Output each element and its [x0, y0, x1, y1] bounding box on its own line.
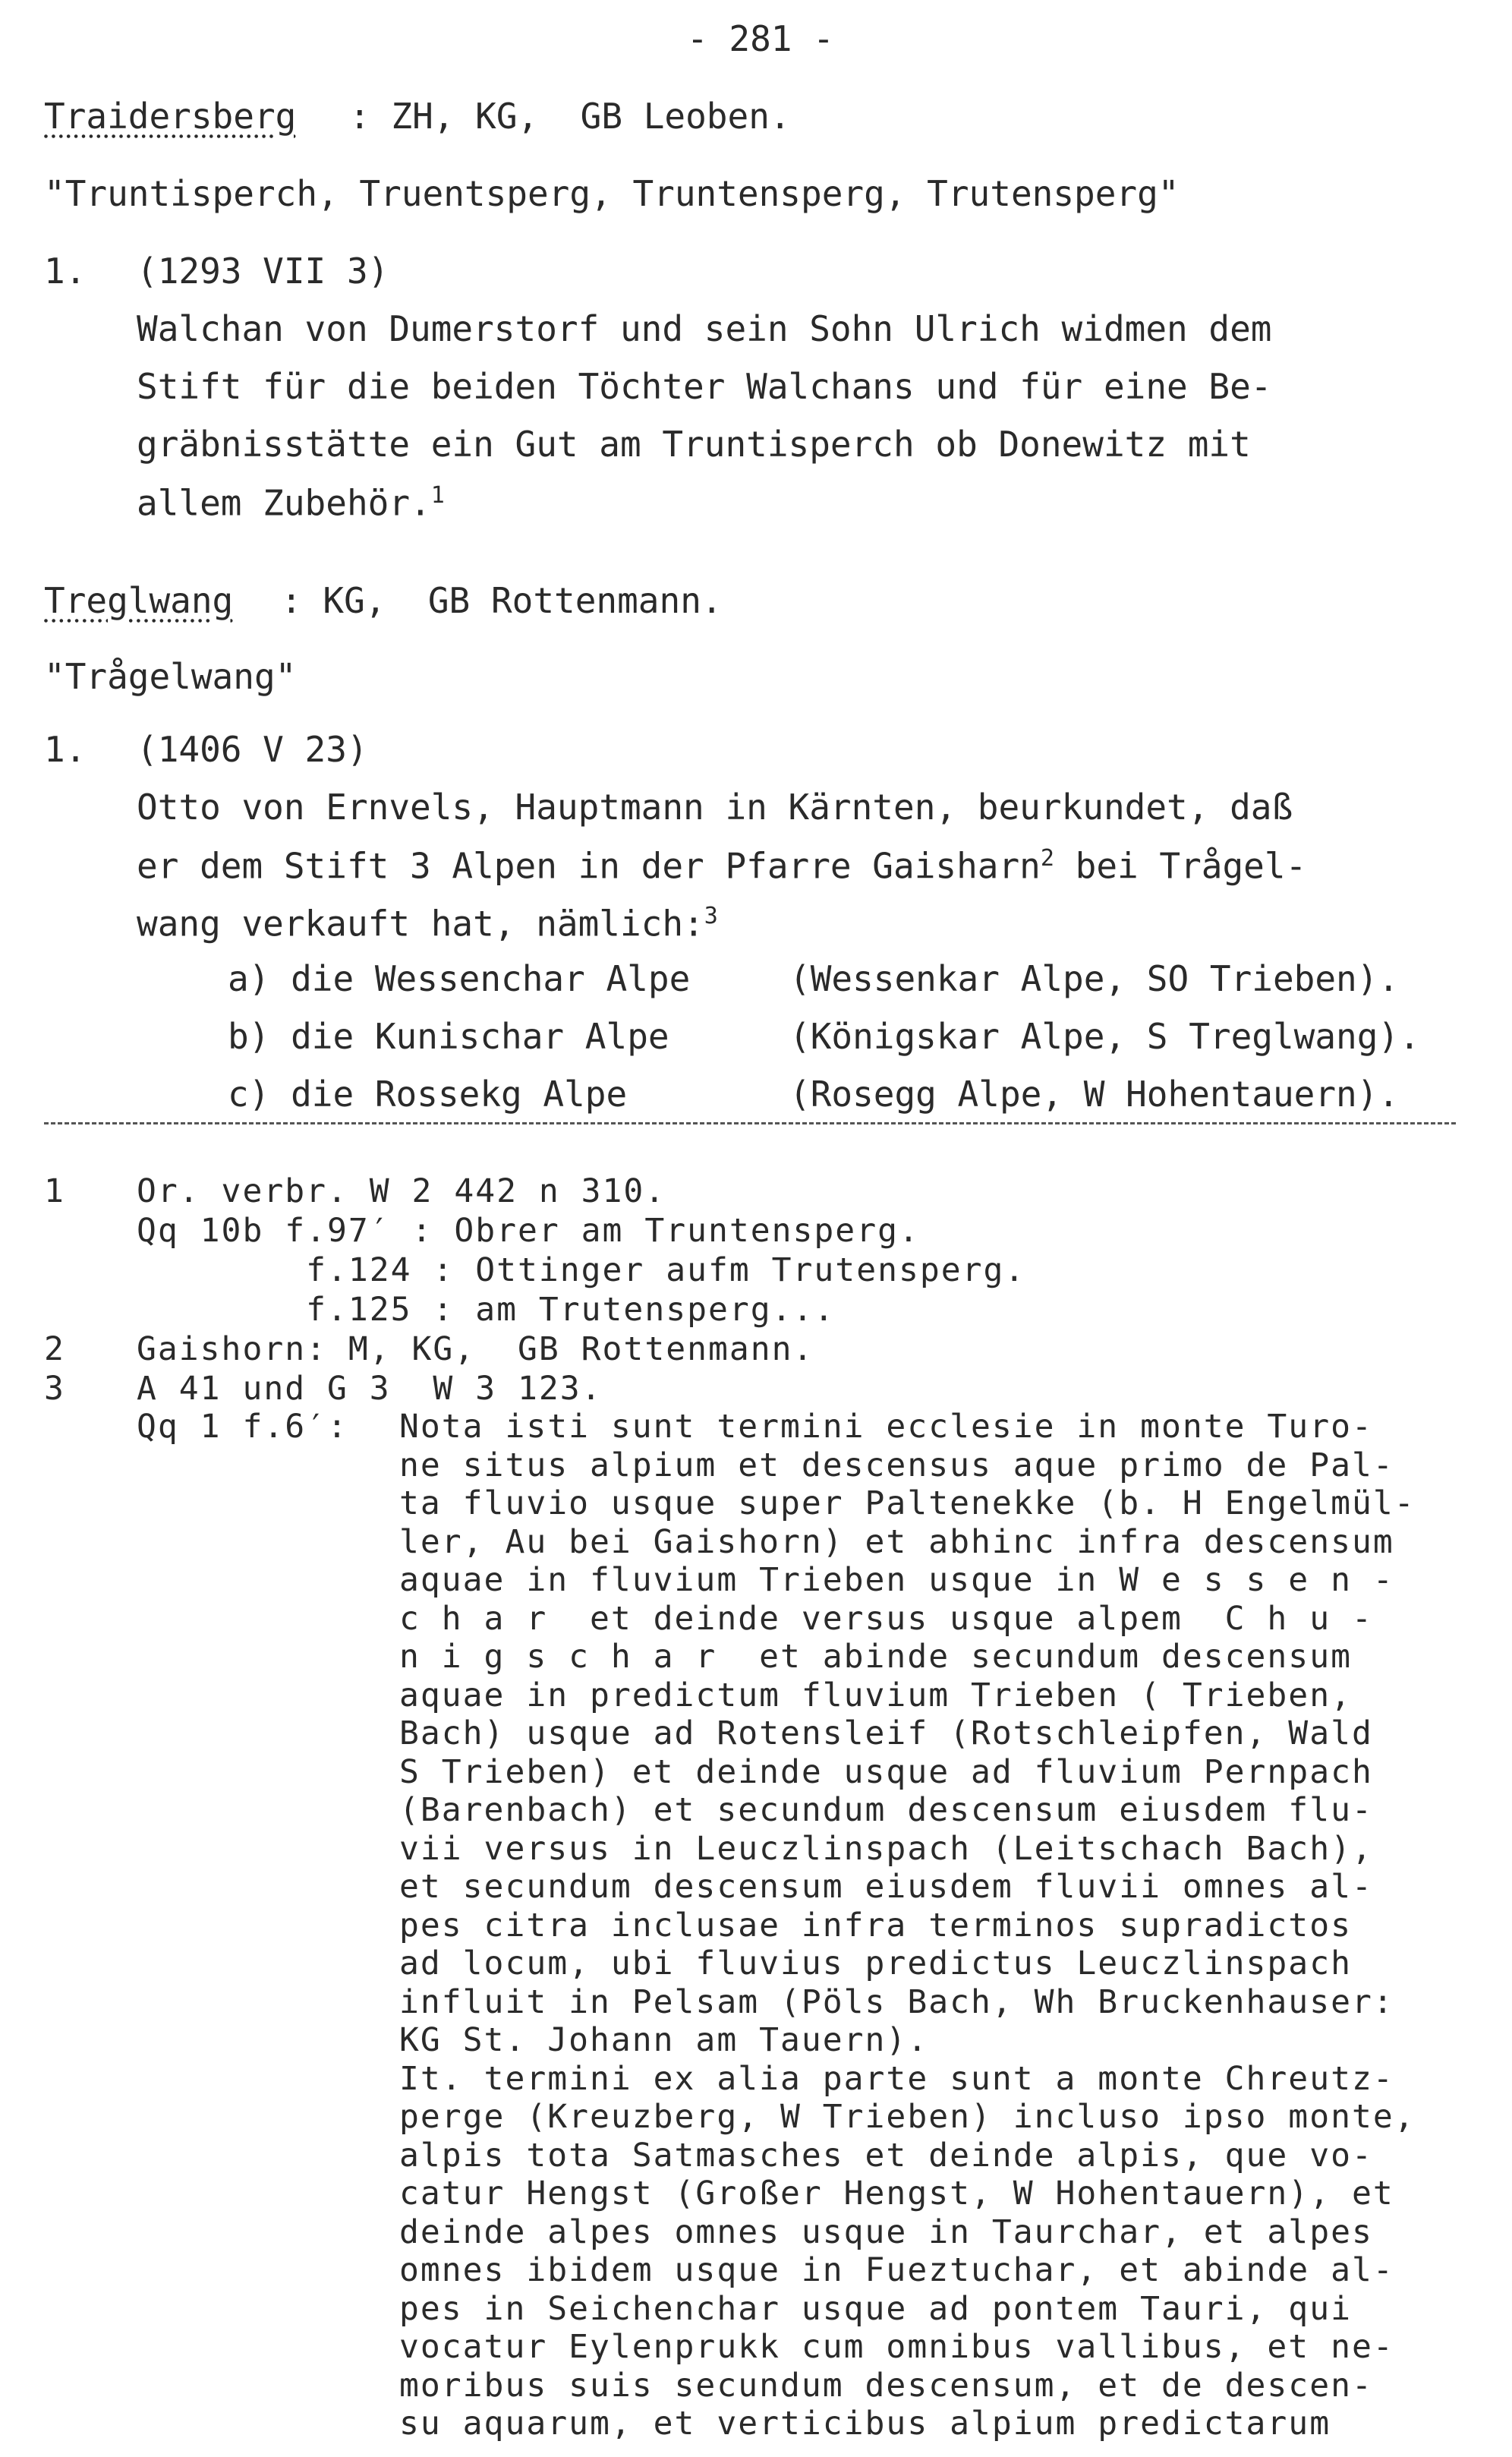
qq-quote-line: c h a r et deinde versus usque alpem C h u -: [399, 1599, 1373, 1638]
alp-note: (Rosegg Alpe, W Hohentauern).: [789, 1074, 1400, 1115]
footnote-ref: 1: [430, 482, 445, 509]
item-text-line: gräbnisstätte ein Gut am Truntisperch ob Donewitz mit: [137, 424, 1251, 465]
footnote-text: Or. verbr. W 2 442 n 310.: [137, 1172, 666, 1210]
qq-quote-line: alpis tota Satmasches et deinde alpis, que vo-: [399, 2136, 1373, 2175]
entry-name-forms: "Trågelwang": [44, 656, 297, 697]
item-text-line: Otto von Ernvels, Hauptmann in Kärnten, beurkundet, daß: [137, 787, 1293, 828]
footnote-text: Gaishorn: M, KG, GB Rottenmann.: [137, 1330, 814, 1368]
footnote-number: 2: [44, 1330, 65, 1368]
qq-quote-line: deinde alpes omnes usque in Taurchar, et alpes: [399, 2213, 1373, 2251]
entry-name-forms: "Truntisperch, Truentsperg, Truntensperg, Trutensperg": [44, 173, 1180, 214]
item-text-line-content: er dem Stift 3 Alpen in der Pfarre Gaisharn: [137, 845, 1041, 887]
entry-title-traidersberg: Traidersberg: [44, 96, 297, 137]
alp-note: (Königskar Alpe, S Treglwang).: [789, 1016, 1420, 1057]
footnote-text: f.124 : Ottinger aufm Trutensperg.: [137, 1251, 1026, 1289]
qq-quote-line: vii versus in Leuczlinspach (Leitschach Bach),: [399, 1829, 1373, 1868]
footnote-text: A 41 und G 3 W 3 123.: [137, 1370, 603, 1408]
item-text-line: [137, 845, 1307, 887]
qq-quote-line: It. termini ex alia parte sunt a monte Chreutz-: [399, 2059, 1394, 2098]
qq-quote-line: ler, Au bei Gaishorn) et abhinc infra descensum: [399, 1522, 1394, 1561]
alp-note: (Wessenkar Alpe, SO Trieben).: [789, 958, 1400, 999]
item-date: (1406 V 23): [137, 729, 368, 770]
item-text-line-content: allem Zubehör.: [137, 482, 431, 524]
entry-title-treglwang: Treglwang: [44, 580, 234, 621]
alp-label: c) die Rossekg Alpe: [228, 1074, 628, 1115]
footnote-number: 1: [44, 1172, 65, 1210]
item-date: (1293 VII 3): [137, 251, 389, 292]
qq-quote-line: vocatur Eylenprukk cum omnibus vallibus, et ne-: [399, 2328, 1394, 2366]
entry-location: : ZH, KG, GB Leoben.: [349, 96, 791, 137]
footnote-number: 3: [44, 1370, 65, 1408]
qq-quote-line: perge (Kreuzberg, W Trieben) incluso ipso monte,: [399, 2098, 1416, 2136]
item-text-line-content: wang verkauft hat, nämlich:: [137, 903, 704, 945]
alp-label: b) die Kunischar Alpe: [228, 1016, 669, 1057]
item-text-line: [137, 903, 718, 945]
qq-quote-line: ad locum, ubi fluvius predictus Leuczlinspach: [399, 1944, 1352, 1982]
qq-quote-line: (Barenbach) et secundum descensum eiusdem flu-: [399, 1791, 1373, 1829]
qq-quote-line: Nota isti sunt termini ecclesie in monte Turo-: [399, 1408, 1373, 1446]
page-number: - 281 -: [687, 18, 834, 59]
footnote-separator: [44, 1122, 1456, 1124]
qq-quote-line: catur Hengst (Großer Hengst, W Hohentauern), et: [399, 2175, 1394, 2213]
entry-location: : KG, GB Rottenmann.: [281, 580, 723, 621]
qq-quote-line: aquae in predictum fluvium Trieben ( Trieben,: [399, 1676, 1352, 1714]
qq-quote-line: n i g s c h a r et abinde secundum descensum: [399, 1638, 1352, 1676]
qq-label: Qq 1 f.6′:: [137, 1408, 348, 1446]
qq-quote-line: ne situs alpium et descensus aque primo de Pal-: [399, 1446, 1394, 1484]
item-text-line-content: bei Trågel-: [1075, 845, 1307, 887]
qq-quote-line: KG St. Johann am Tauern).: [399, 2021, 929, 2059]
footnote-ref: 3: [704, 903, 718, 929]
qq-quote-line: moribus suis secundum descensum, et de descen-: [399, 2366, 1373, 2405]
qq-quote-line: omnes ibidem usque in Fueztuchar, et abinde al-: [399, 2251, 1394, 2289]
footnote-ref: 2: [1040, 845, 1054, 872]
alp-label: a) die Wessenchar Alpe: [228, 958, 691, 999]
qq-quote-line: et secundum descensum eiusdem fluvii omnes al-: [399, 1868, 1373, 1906]
qq-quote-line: ta fluvio usque super Paltenekke (b. H Engelmül-: [399, 1484, 1416, 1522]
qq-quote-line: su aquarum, et verticibus alpium predictarum: [399, 2405, 1331, 2443]
item-text-line: [137, 482, 445, 524]
item-text-line: Stift für die beiden Töchter Walchans und für eine Be-: [137, 366, 1272, 407]
qq-quote-line: S Trieben) et deinde usque ad fluvium Pernpach: [399, 1752, 1373, 1791]
qq-quote-line: pes citra inclusae infra terminos supradictos: [399, 1906, 1352, 1944]
item-number: 1.: [44, 729, 87, 770]
item-number: 1.: [44, 251, 87, 292]
footnote-text: f.125 : am Trutensperg...: [137, 1291, 836, 1329]
qq-quote-line: pes in Seichenchar usque ad pontem Tauri, qui: [399, 2289, 1352, 2328]
qq-quote-line: Bach) usque ad Rotensleif (Rotschleipfen, Wald: [399, 1714, 1373, 1752]
item-text-line: Walchan von Dumerstorf und sein Sohn Ulrich widmen dem: [137, 308, 1272, 349]
qq-quote-line: influit in Pelsam (Pöls Bach, Wh Bruckenhauser:: [399, 1982, 1394, 2021]
qq-quote-line: aquae in fluvium Trieben usque in W e s s e n -: [399, 1561, 1394, 1599]
footnote-text: Qq 10b f.97′ : Obrer am Truntensperg.: [137, 1212, 920, 1250]
